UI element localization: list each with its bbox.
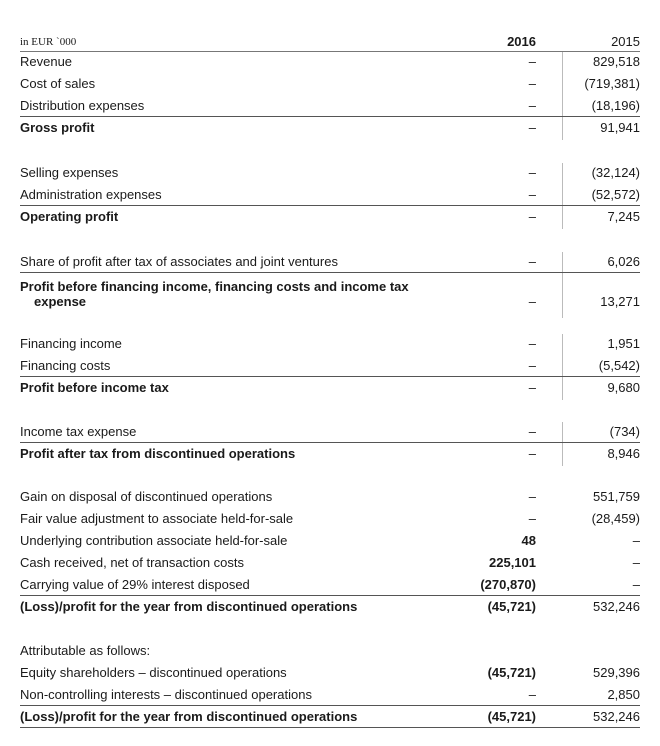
value-2015: 6,026	[607, 254, 640, 269]
table-row	[20, 487, 640, 507]
table-header	[20, 31, 640, 52]
value-2016: –	[528, 489, 536, 504]
value-2016: –	[528, 336, 536, 351]
value-2016: –	[528, 187, 536, 202]
value-2015: 9,680	[607, 380, 640, 395]
value-2016: –	[528, 294, 536, 309]
value-2016: (270,870)	[480, 577, 536, 592]
value-2015: (18,196)	[591, 98, 640, 113]
row-label: Non-controlling interests – discontinued operations	[20, 687, 312, 702]
value-2016: –	[528, 380, 536, 395]
value-2015: (52,572)	[591, 187, 640, 202]
row-label: Share of profit after tax of associates and joint ventures	[20, 254, 338, 269]
unit-label: in EUR `000	[20, 36, 77, 48]
column-header-2015: 2015	[611, 34, 640, 49]
value-2015: 829,518	[593, 54, 640, 69]
value-2015: 1,951	[607, 336, 640, 351]
value-2016: (45,721)	[487, 665, 536, 680]
value-2015: 13,271	[600, 294, 640, 309]
row-label: (Loss)/profit for the year from discontinued operations	[20, 709, 358, 724]
row-label-line2: expense	[34, 294, 87, 309]
value-2016: –	[528, 687, 536, 702]
row-label: (Loss)/profit for the year from discontinued operations	[20, 599, 358, 614]
value-2015: (32,124)	[591, 165, 640, 180]
row-label: Equity shareholders – discontinued operations	[20, 665, 287, 680]
row-label: Financing income	[20, 336, 122, 351]
table-row	[20, 185, 640, 206]
value-2015: 529,396	[593, 665, 640, 680]
value-2016: 48	[521, 533, 536, 548]
table-row-total	[20, 378, 640, 398]
value-2016: 225,101	[489, 555, 536, 570]
table-row	[20, 685, 640, 706]
value-2016: –	[528, 165, 536, 180]
row-label: Operating profit	[20, 209, 119, 224]
table-row-total	[20, 597, 640, 617]
value-2016: –	[528, 254, 536, 269]
value-2015: (28,459)	[591, 511, 640, 526]
table-row	[20, 356, 640, 377]
value-2015: (5,542)	[598, 358, 640, 373]
value-2015: 7,245	[607, 209, 640, 224]
row-label: Profit before income tax	[20, 380, 169, 395]
value-2016: –	[528, 446, 536, 461]
table-row	[20, 422, 640, 443]
row-label: Underlying contribution associate held-for-sale	[20, 533, 288, 548]
value-2016: –	[528, 54, 536, 69]
table-row	[20, 334, 640, 354]
value-2015: (734)	[609, 424, 640, 439]
row-label: Profit after tax from discontinued operations	[20, 446, 296, 461]
table-row	[20, 663, 640, 683]
row-label: Carrying value of 29% interest disposed	[20, 577, 250, 592]
table-row-total	[20, 274, 640, 312]
table-row	[20, 575, 640, 596]
value-2015: 91,941	[600, 120, 640, 135]
row-label: Financing costs	[20, 358, 111, 373]
table-row	[20, 531, 640, 551]
value-2015: –	[632, 533, 640, 548]
table-row-total	[20, 207, 640, 227]
value-2016: –	[528, 120, 536, 135]
row-label: Fair value adjustment to associate held-for-sale	[20, 511, 294, 526]
table-row	[20, 509, 640, 529]
table-row-total	[20, 707, 640, 728]
row-label	[20, 279, 440, 309]
value-2016: –	[528, 209, 536, 224]
row-label: Cash received, net of transaction costs	[20, 555, 245, 570]
row-label: Selling expenses	[20, 165, 119, 180]
value-2015: 2,850	[607, 687, 640, 702]
row-label: Income tax expense	[20, 424, 137, 439]
value-2015: 8,946	[607, 446, 640, 461]
row-label: Gross profit	[20, 120, 95, 135]
row-label: Administration expenses	[20, 187, 162, 202]
table-row-total	[20, 118, 640, 138]
table-row-total	[20, 444, 640, 464]
value-2016: –	[528, 511, 536, 526]
value-2015: –	[632, 555, 640, 570]
row-label: Gain on disposal of discontinued operations	[20, 489, 273, 504]
value-2016: –	[528, 76, 536, 91]
table-row	[20, 74, 640, 94]
row-label-line1: Profit before financing income, financing costs and income tax	[20, 279, 409, 294]
row-label: Cost of sales	[20, 76, 96, 91]
table-row	[20, 96, 640, 117]
row-label: Revenue	[20, 54, 73, 69]
table-row	[20, 641, 640, 661]
table-row	[20, 52, 640, 72]
value-2016: –	[528, 424, 536, 439]
value-2016: –	[528, 98, 536, 113]
row-label: Attributable as follows:	[20, 643, 151, 658]
table-row	[20, 553, 640, 573]
column-header-2016: 2016	[507, 34, 536, 49]
row-label: Distribution expenses	[20, 98, 145, 113]
value-2015: 532,246	[593, 709, 640, 724]
value-2016: –	[528, 358, 536, 373]
value-2015: 532,246	[593, 599, 640, 614]
value-2015: –	[632, 577, 640, 592]
value-2016: (45,721)	[487, 709, 536, 724]
value-2015: 551,759	[593, 489, 640, 504]
table-row	[20, 163, 640, 183]
value-2016: (45,721)	[487, 599, 536, 614]
value-2015: (719,381)	[584, 76, 640, 91]
table-row	[20, 252, 640, 273]
